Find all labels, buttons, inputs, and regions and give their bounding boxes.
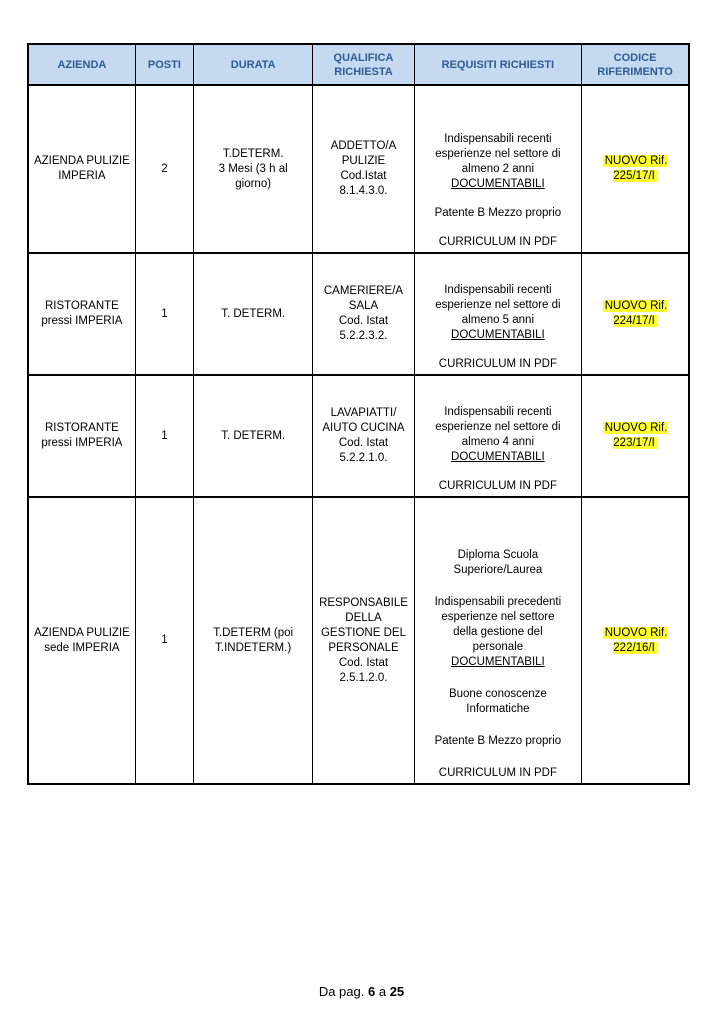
codice-cell [582,85,689,253]
azienda-cell: AZIENDA PULIZIE sede IMPERIA [28,497,135,784]
table-row [28,497,689,784]
codice-cell [582,497,689,784]
posti-cell: 1 [135,375,193,497]
footer-total: 25 [389,984,405,999]
table-row [28,375,689,497]
header-qualifica: QUALIFICA RICHIESTA [313,44,414,85]
qualifica-cell: CAMERIERE/A SALA Cod. Istat 5.2.2.3.2. [313,253,414,375]
azienda-cell: AZIENDA PULIZIE IMPERIA [28,85,135,253]
curriculum-label: CURRICULUM IN PDF [438,236,557,248]
table-row [28,85,689,253]
posti-cell: 2 [135,85,193,253]
requisiti-cell: Indispensabili recenti esperienze nel settore di almeno 4 anni DOCUMENTABILI CURRICULUM IN PDF [414,375,582,497]
documentabili-label: DOCUMENTABILI [451,178,545,190]
qualifica-cell: LAVAPIATTI/ AIUTO CUCINA Cod. Istat 5.2.2.1.0. [313,375,414,497]
durata-cell: T.DETERM. 3 Mesi (3 h al giorno) [193,85,312,253]
header-posti: POSTI [135,44,193,85]
posti-cell: 1 [135,253,193,375]
azienda-cell: RISTORANTE pressi IMPERIA [28,253,135,375]
qualifica-cell: ADDETTO/A PULIZIE Cod.Istat 8.1.4.3.0. [313,85,414,253]
table-row [28,253,689,375]
header-azienda: AZIENDA [28,44,135,85]
documentabili-label: DOCUMENTABILI [451,451,545,463]
requisiti-cell: Indispensabili recenti esperienze nel settore di almeno 2 anni DOCUMENTABILI Patente B Mezzo proprio CURRICULUM IN PDF [414,85,582,253]
reference-code: NUOVO Rif. 225/17/I [604,155,668,182]
table-header [28,44,689,85]
reference-code: NUOVO Rif. 222/16/I [604,626,668,654]
curriculum-label: CURRICULUM IN PDF [438,358,557,370]
curriculum-label: CURRICULUM IN PDF [438,480,557,492]
footer-page: 6 [367,984,376,999]
qualifica-cell: RESPONSABILE DELLA GESTIONE DEL PERSONALE Cod. Istat 2.5.1.2.0. [313,497,414,784]
documentabili-label: DOCUMENTABILI [451,656,545,668]
header-codice: CODICE RIFERIMENTO [582,44,689,85]
requisiti-cell: Diploma Scuola Superiore/Laurea Indispensabili precedenti esperienze nel settore della gestione del personale DOCUMENTABILI Buone conoscenze Informatiche Patente B Mezzo proprio CURRICULUM IN PDF [414,497,582,784]
header-requisiti: REQUISITI RICHIESTI [414,44,582,85]
footer-middle: a [378,984,387,999]
page-footer [0,984,723,999]
documentabili-label: DOCUMENTABILI [451,329,545,341]
job-offers-table [27,43,690,785]
header-durata: DURATA [193,44,312,85]
durata-cell: T. DETERM. [193,375,312,497]
requisiti-cell: Indispensabili recenti esperienze nel settore di almeno 5 anni DOCUMENTABILI CURRICULUM IN PDF [414,253,582,375]
durata-cell: T. DETERM. [193,253,312,375]
codice-cell [582,375,689,497]
codice-cell [582,253,689,375]
reference-code: NUOVO Rif. 224/17/I [604,300,668,327]
curriculum-label: CURRICULUM IN PDF [438,767,557,779]
durata-cell: T.DETERM (poi T.INDETERM.) [193,497,312,784]
reference-code: NUOVO Rif. 223/17/I [604,422,668,449]
footer-prefix: Da pag. [318,984,365,999]
azienda-cell: RISTORANTE pressi IMPERIA [28,375,135,497]
posti-cell: 1 [135,497,193,784]
